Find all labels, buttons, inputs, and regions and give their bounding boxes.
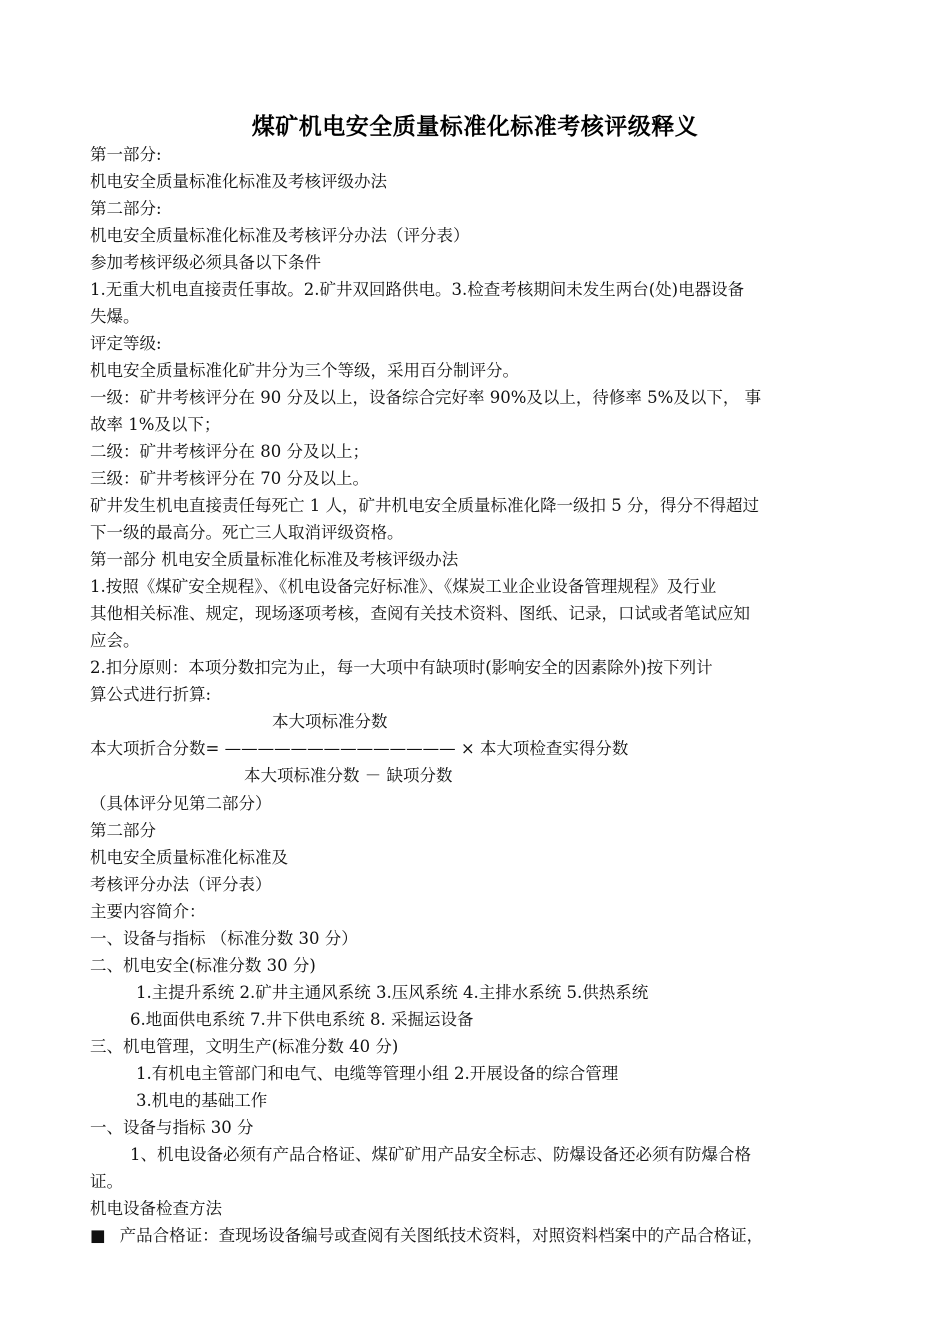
text-line: 机电安全质量标准化矿井分为三个等级，采用百分制评分。 (90, 361, 519, 380)
text-line: 第一部分: (90, 145, 162, 164)
text-line: 一、设备与指标 （标准分数 30 分） (90, 929, 358, 948)
text-line: 1.无重大机电直接责任事故。2.矿井双回路供电。3.检查考核期间未发生两台(处)电器设备 (90, 280, 745, 299)
text-line: 算公式进行折算: (90, 685, 212, 704)
text-line: 证。 (90, 1172, 123, 1191)
text-line: 1.有机电主管部门和电气、电缆等管理小组 2.开展设备的综合管理 (136, 1064, 619, 1083)
text-line: 机电安全质量标准化标准及考核评分办法（评分表） (90, 226, 470, 245)
text-line: 二级：矿井考核评分在 80 分及以上； (90, 442, 369, 461)
text-line: 机电安全质量标准化标准及考核评级办法 (90, 172, 387, 191)
formula-line: 本大项折合分数= —————————————— × 本大项检查实得分数 (90, 739, 629, 758)
section-heading: 第二部分 (90, 821, 156, 840)
text-line: 一级：矿井考核评分在 90 分及以上，设备综合完好率 90%及以上，待修率 5%及以下， 事 (90, 388, 762, 407)
formula-numerator: 本大项标准分数 (272, 712, 388, 731)
text-line: 应会。 (90, 631, 140, 650)
text-line: 6.地面供电系统 7.井下供电系统 8. 采掘运设备 (130, 1010, 474, 1029)
text-line: 机电安全质量标准化标准及 (90, 848, 288, 867)
text-line: 矿井发生机电直接责任每死亡 1 人，矿井机电安全质量标准化降一级扣 5 分，得分不得超过 (90, 496, 759, 515)
text-line: 考核评分办法（评分表） (90, 875, 272, 894)
text-line: 1.按照《煤矿安全规程》、《机电设备完好标准》、《煤炭工业企业设备管理规程》及行业 (90, 577, 717, 596)
section-heading: 第一部分 机电安全质量标准化标准及考核评级办法 (90, 550, 459, 569)
text-line: 三级：矿井考核评分在 70 分及以上。 (90, 469, 369, 488)
text-line: 失爆。 (90, 307, 140, 326)
text-line: 一、设备与指标 30 分 (90, 1118, 254, 1137)
text-line: 2.扣分原则：本项分数扣完为止，每一大项中有缺项时(影响安全的因素除外)按下列计 (90, 658, 713, 677)
square-bullet-icon: ■ (90, 1226, 106, 1245)
bullet-text: 产品合格证：查现场设备编号或查阅有关图纸技术资料，对照资料档案中的产品合格证， (119, 1226, 764, 1245)
text-line: 其他相关标准、规定，现场逐项考核，查阅有关技术资料、图纸、记录，口试或者笔试应知 (90, 604, 750, 623)
text-line: 第二部分: (90, 199, 162, 218)
text-line: 故率 1%及以下； (90, 415, 221, 434)
text-line: 评定等级: (90, 334, 162, 353)
formula-denominator: 本大项标准分数 － 缺项分数 (244, 766, 453, 785)
text-line: 1、机电设备必须有产品合格证、煤矿矿用产品安全标志、防爆设备还必须有防爆合格 (130, 1145, 751, 1164)
text-line: 主要内容简介： (90, 902, 206, 921)
document-title: 煤矿机电安全质量标准化标准考核评级释义 (251, 114, 699, 140)
text-line: 3.机电的基础工作 (136, 1091, 268, 1110)
text-line: 参加考核评级必须具备以下条件 (90, 253, 321, 272)
text-line: 1.主提升系统 2.矿井主通风系统 3.压风系统 4.主排水系统 5.供热系统 (136, 983, 649, 1002)
bullet-line (90, 1223, 763, 1249)
text-line: 三、机电管理，文明生产(标准分数 40 分) (90, 1037, 399, 1056)
text-line: （具体评分见第二部分） (90, 794, 272, 813)
text-line: 二、机电安全(标准分数 30 分) (90, 956, 316, 975)
text-line: 机电设备检查方法 (90, 1199, 222, 1218)
text-line: 下一级的最高分。死亡三人取消评级资格。 (90, 523, 404, 542)
